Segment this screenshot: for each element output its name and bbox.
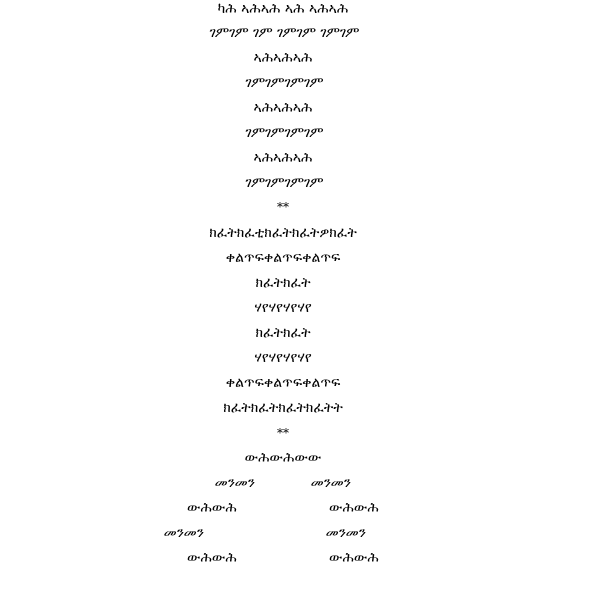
poem-line: ክፈትክፈቲክፈትክፈትዎክፈት bbox=[209, 225, 357, 241]
poem-line: ገምገምገምገም bbox=[244, 75, 322, 91]
poem-line: ገምገምገምገም bbox=[244, 175, 322, 191]
poem-line: ክፈትክፈት bbox=[255, 325, 311, 341]
poem-line-right: መንመን bbox=[325, 525, 365, 541]
stanza-separator: ** bbox=[277, 200, 289, 214]
poem-line: ቀልጥፍቀልጥፍቀልጥፍ bbox=[225, 375, 341, 391]
poem-line: ኣሕኣሕኣሕ bbox=[253, 50, 313, 66]
poem-line: ገምገምገምገም bbox=[244, 125, 322, 141]
poem-line-left: መንመን bbox=[163, 525, 203, 541]
poem-line-left: ውሕውሕ bbox=[187, 500, 237, 516]
poem-line: ገምገም ገም ገምገም ገምገም bbox=[208, 25, 358, 41]
poem-line-left: ውሕውሕ bbox=[187, 550, 237, 566]
poem-line: ካሕ ኣሕኣሕ ኣሕ ኣሕኣሕ bbox=[217, 1, 349, 17]
poem-line: ክፈትክፈት bbox=[255, 275, 311, 291]
poem-line-left: መንመን bbox=[214, 475, 254, 491]
poem-line: ኣሕኣሕኣሕ bbox=[253, 100, 313, 116]
poem-line: ሃየሃየሃየሃየ bbox=[254, 300, 312, 316]
poem-line-right: መንመን bbox=[310, 475, 350, 491]
poem-line: ኣሕኣሕኣሕ bbox=[253, 150, 313, 166]
poem-line: ክፈትክፈትክፈትክፈትት bbox=[223, 400, 343, 416]
poem-line: ውሕውሕውው bbox=[244, 450, 322, 466]
stanza-separator: ** bbox=[277, 426, 289, 440]
poem-line-right: ውሕውሕ bbox=[329, 550, 379, 566]
poem-line: ቀልጥፍቀልጥፍቀልጥፍ bbox=[225, 250, 341, 266]
poem-line: ሃየሃየሃየሃየ bbox=[254, 350, 312, 366]
poem-line-right: ውሕውሕ bbox=[329, 500, 379, 516]
